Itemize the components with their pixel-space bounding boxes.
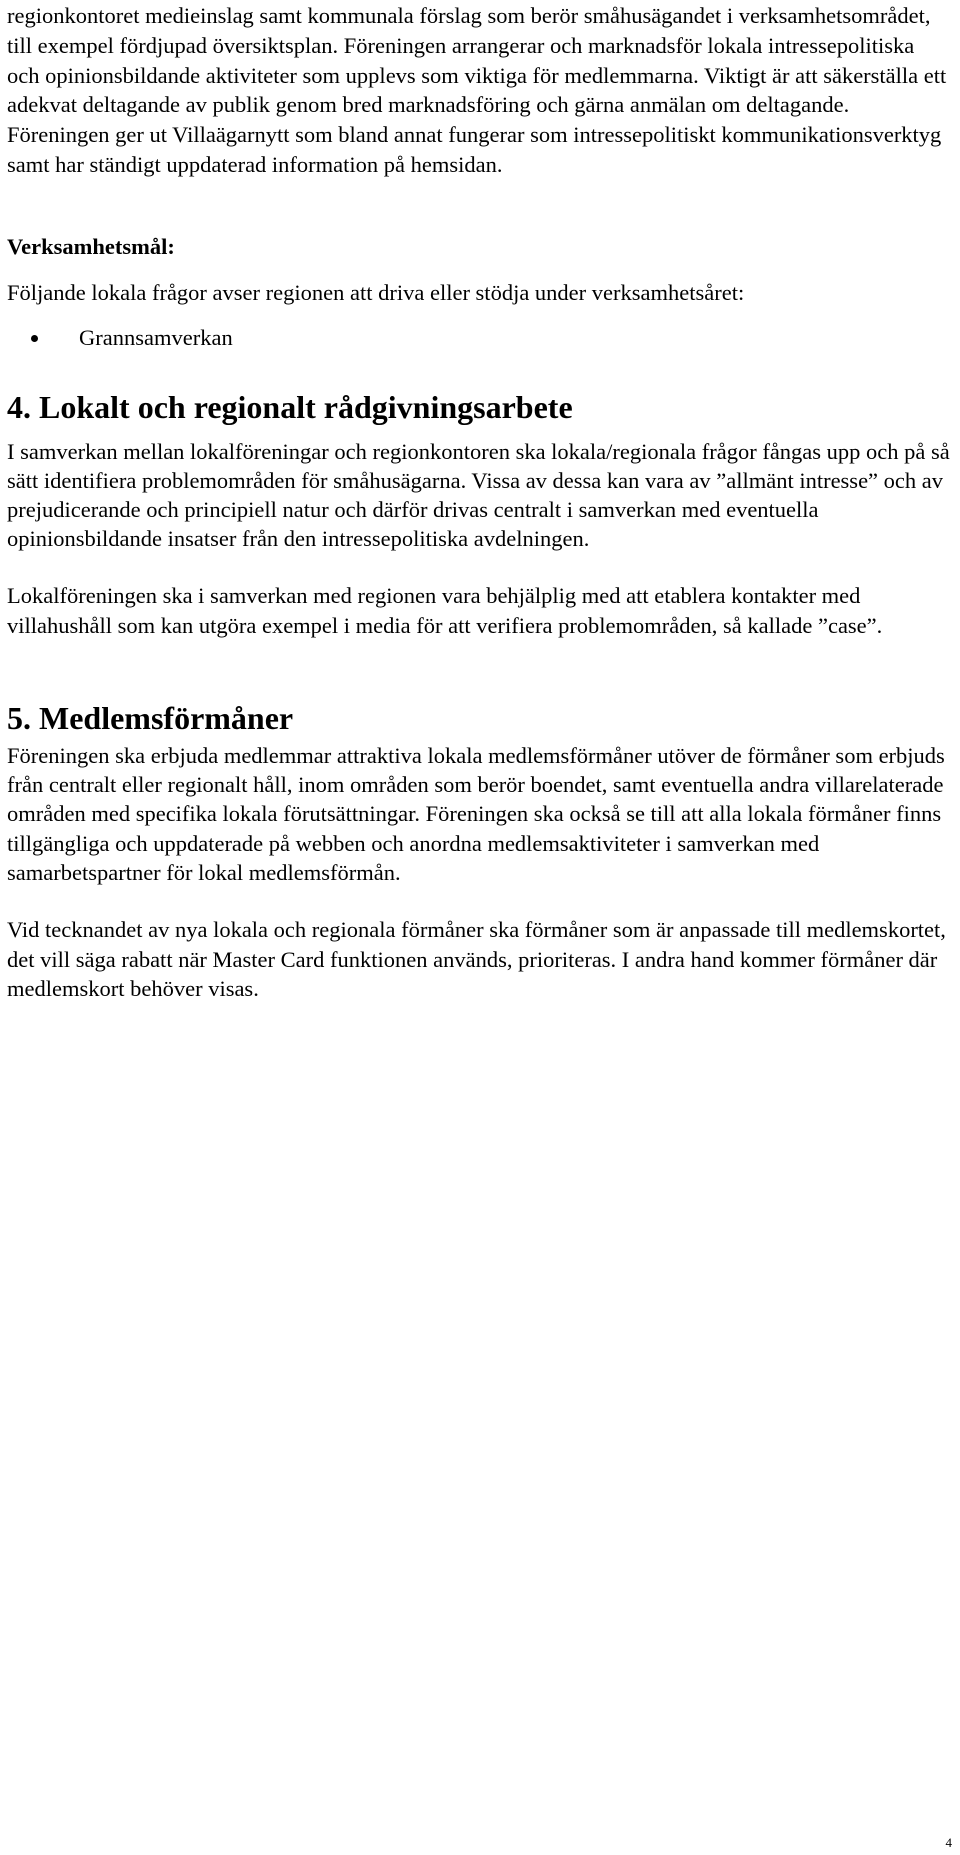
section-4-paragraph-1: I samverkan mellan lokalföreningar och regionkontoren ska lokala/regionala frågor fångas upp och på så sätt identifiera problemområden för småhusägarna. Vissa av dessa kan vara av ”allmänt intresse” och av prejudicerande och principiell natur och därför drivas centralt i samverkan med eventuella opinionsbildande insatser från den intressepolitiska avdelningen.	[7, 438, 950, 552]
section-5-heading: 5. Medlemsförmåner	[7, 699, 294, 736]
section-4-heading: 4. Lokalt och regionalt rådgivningsarbete	[7, 388, 573, 425]
section-5-paragraph-2: Vid tecknandet av nya lokala och regionala förmåner ska förmåner som är anpassade till medlemskortet, det vill säga rabatt när Master Card funktionen används, prioriteras. I andra hand kommer förmåner där medlemskort behöver visas.	[7, 917, 946, 1001]
section-4-paragraph-2: Lokalföreningen ska i samverkan med regionen vara behjälplig med att etablera kontakter med villahushåll som kan utgöra exempel i media för att verifiera problemområden, så kallade ”case”.	[7, 583, 883, 638]
verksamhetsmal-heading: Verksamhetsmål:	[7, 233, 175, 259]
list-item-label: Grannsamverkan	[79, 324, 233, 350]
verksamhetsmal-list	[7, 323, 952, 353]
bullet-icon	[31, 335, 38, 342]
verksamhetsmal-paragraph: Följande lokala frågor avser regionen att driva eller stödja under verksamhetsåret:	[7, 279, 745, 305]
section-5-paragraph-1: Föreningen ska erbjuda medlemmar attraktiva lokala medlemsförmåner utöver de förmåner som erbjuds från centralt eller regionalt håll, inom områden som berör boendet, samt eventuella andra villarelaterade områden med specifika lokala förutsättningar. Föreningen ska också se till att alla lokala förmåner finns tillgängliga och uppdaterade på webben och anordna medlemsaktiviteter i samverkan med samarbetspartner för lokal medlemsförmån.	[7, 742, 945, 885]
page-number: 4	[945, 1835, 952, 1850]
list-item	[7, 323, 952, 353]
document-body	[7, 0, 952, 1003]
intro-paragraph: regionkontoret medieinslag samt kommunala förslag som berör småhusägandet i verksamhetsområdet, till exempel fördjupad översiktsplan. Föreningen arrangerar och marknadsför lokala intressepolitiska och opinionsbildande aktiviteter som upplevs som viktiga för medlemmarna. Viktigt är att säkerställa ett adekvat deltagande av publik genom bred marknadsföring och gärna anmälan om deltagande. Föreningen ger ut Villaägarnytt som bland annat fungerar som intressepolitiskt kommunikationsverktyg samt har ständigt uppdaterad information på hemsidan.	[7, 3, 947, 177]
